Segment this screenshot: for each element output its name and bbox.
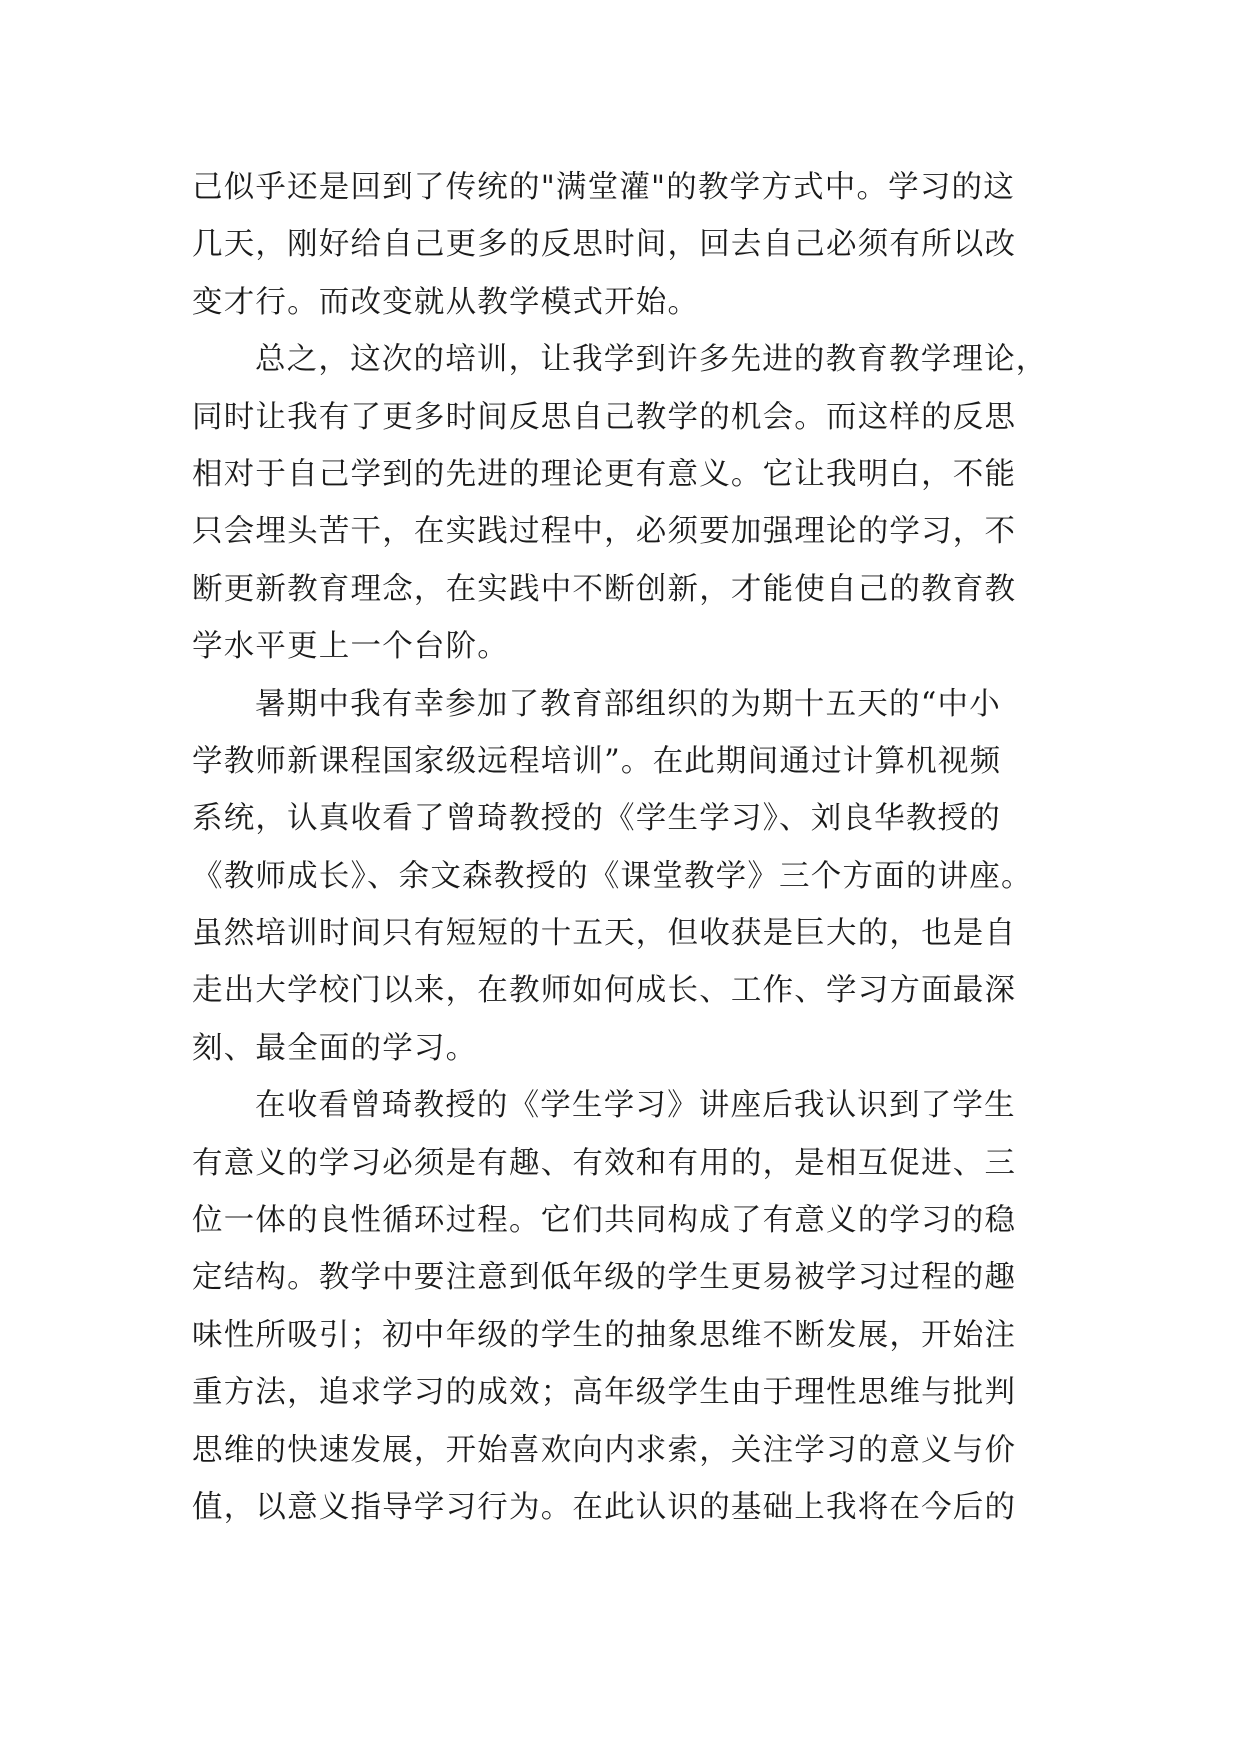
text-line: 暑期中我有幸参加了教育部组织的为期十五天的“中小 xyxy=(255,686,1001,722)
paragraph-3 xyxy=(192,676,1072,1078)
text-line: 《教师成长》、余文森教授的《课堂教学》三个方面的讲座。 xyxy=(192,858,1033,894)
text-line: 变才行。而改变就从教学模式开始。 xyxy=(192,284,700,320)
text-line: 断更新教育理念，在实践中不断创新，才能使自己的教育教 xyxy=(192,571,1017,607)
paragraph-2 xyxy=(192,331,1072,675)
text-line: 有意义的学习必须是有趣、有效和有用的，是相互促进、三 xyxy=(192,1145,1017,1181)
text-line: 相对于自己学到的先进的理论更有意义。它让我明白，不能 xyxy=(192,456,1017,492)
text-line: 味性所吸引；初中年级的学生的抽象思维不断发展，开始注 xyxy=(192,1317,1017,1353)
text-line: 在收看曾琦教授的《学生学习》讲座后我认识到了学生 xyxy=(255,1088,1016,1124)
paragraph-1 xyxy=(192,159,1072,331)
text-line: 定结构。教学中要注意到低年级的学生更易被学习过程的趣 xyxy=(192,1260,1017,1296)
text-line: 重方法，追求学习的成效；高年级学生由于理性思维与批判 xyxy=(192,1375,1017,1411)
text-line: 位一体的良性循环过程。它们共同构成了有意义的学习的稳 xyxy=(192,1203,1017,1239)
text-line: 己似乎还是回到了传统的"满堂灌"的教学方式中。学习的这 xyxy=(192,170,1015,205)
text-line: 学教师新课程国家级远程培训”。在此期间通过计算机视频 xyxy=(192,743,1002,779)
text-line: 虽然培训时间只有短短的十五天，但收获是巨大的，也是自 xyxy=(192,916,1017,952)
text-line: 系统，认真收看了曾琦教授的《学生学习》、刘良华教授的 xyxy=(192,801,1001,837)
text-line: 几天，刚好给自己更多的反思时间，回去自己必须有所以改 xyxy=(192,227,1017,263)
text-line: 思维的快速发展，开始喜欢向内求索，关注学习的意义与价 xyxy=(192,1432,1017,1468)
text-line: 值，以意义指导学习行为。在此认识的基础上我将在今后的 xyxy=(192,1489,1017,1525)
text-line: 同时让我有了更多时间反思自己教学的机会。而这样的反思 xyxy=(192,399,1017,435)
body-text xyxy=(192,159,1072,1536)
paragraph-4 xyxy=(192,1077,1072,1536)
text-line: 走出大学校门以来，在教师如何成长、工作、学习方面最深 xyxy=(192,973,1017,1009)
text-line: 总之，这次的培训，让我学到许多先进的教育教学理论， xyxy=(255,342,1048,378)
text-line: 只会埋头苦干，在实践过程中，必须要加强理论的学习，不 xyxy=(192,514,1017,550)
text-line: 刻、最全面的学习。 xyxy=(192,1030,478,1066)
text-line: 学水平更上一个台阶。 xyxy=(192,629,509,665)
